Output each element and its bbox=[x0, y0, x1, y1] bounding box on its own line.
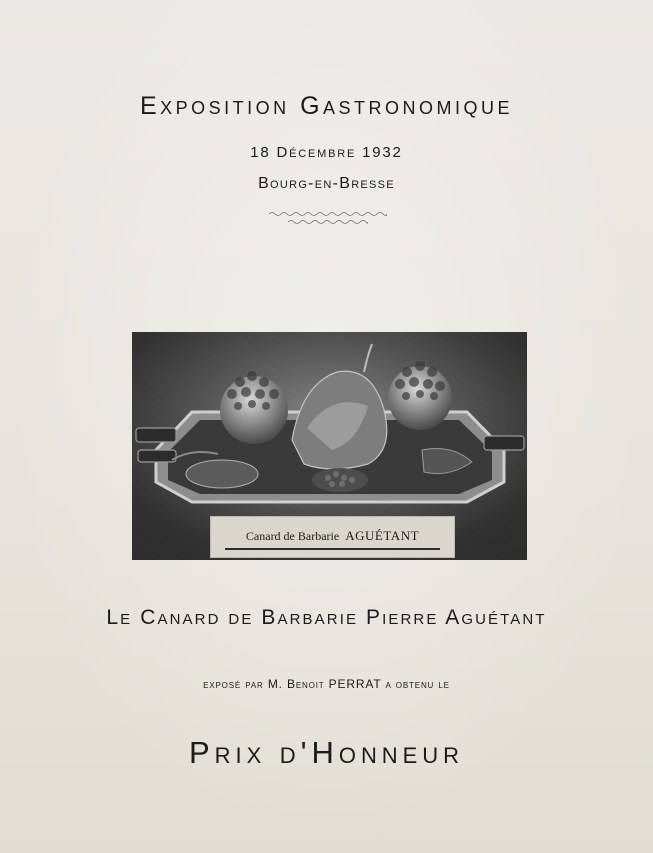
dish-photograph bbox=[132, 332, 527, 560]
award-title: Prix d'Honneur bbox=[189, 735, 464, 770]
name-plate-underline bbox=[225, 548, 440, 550]
name-plate-brand: AGUÉTANT bbox=[345, 528, 420, 543]
exhibition-title: Exposition Gastronomique bbox=[139, 92, 514, 120]
award-subject: Le Canard de Barbarie Pierre Aguétant bbox=[106, 606, 547, 629]
exhibitor-line: exposé par M. Benoit PERRAT a obtenu le bbox=[203, 677, 450, 691]
name-plate-prefix: Canard de Barbarie bbox=[245, 529, 340, 543]
wavy-ornament-bottom bbox=[288, 219, 368, 225]
wavy-ornament-top bbox=[269, 211, 387, 217]
name-plate bbox=[211, 517, 454, 557]
exhibition-date: 18 Décembre 1932 bbox=[250, 144, 403, 161]
name-plate-text bbox=[211, 528, 454, 544]
exhibition-place: Bourg-en-Bresse bbox=[258, 175, 395, 192]
